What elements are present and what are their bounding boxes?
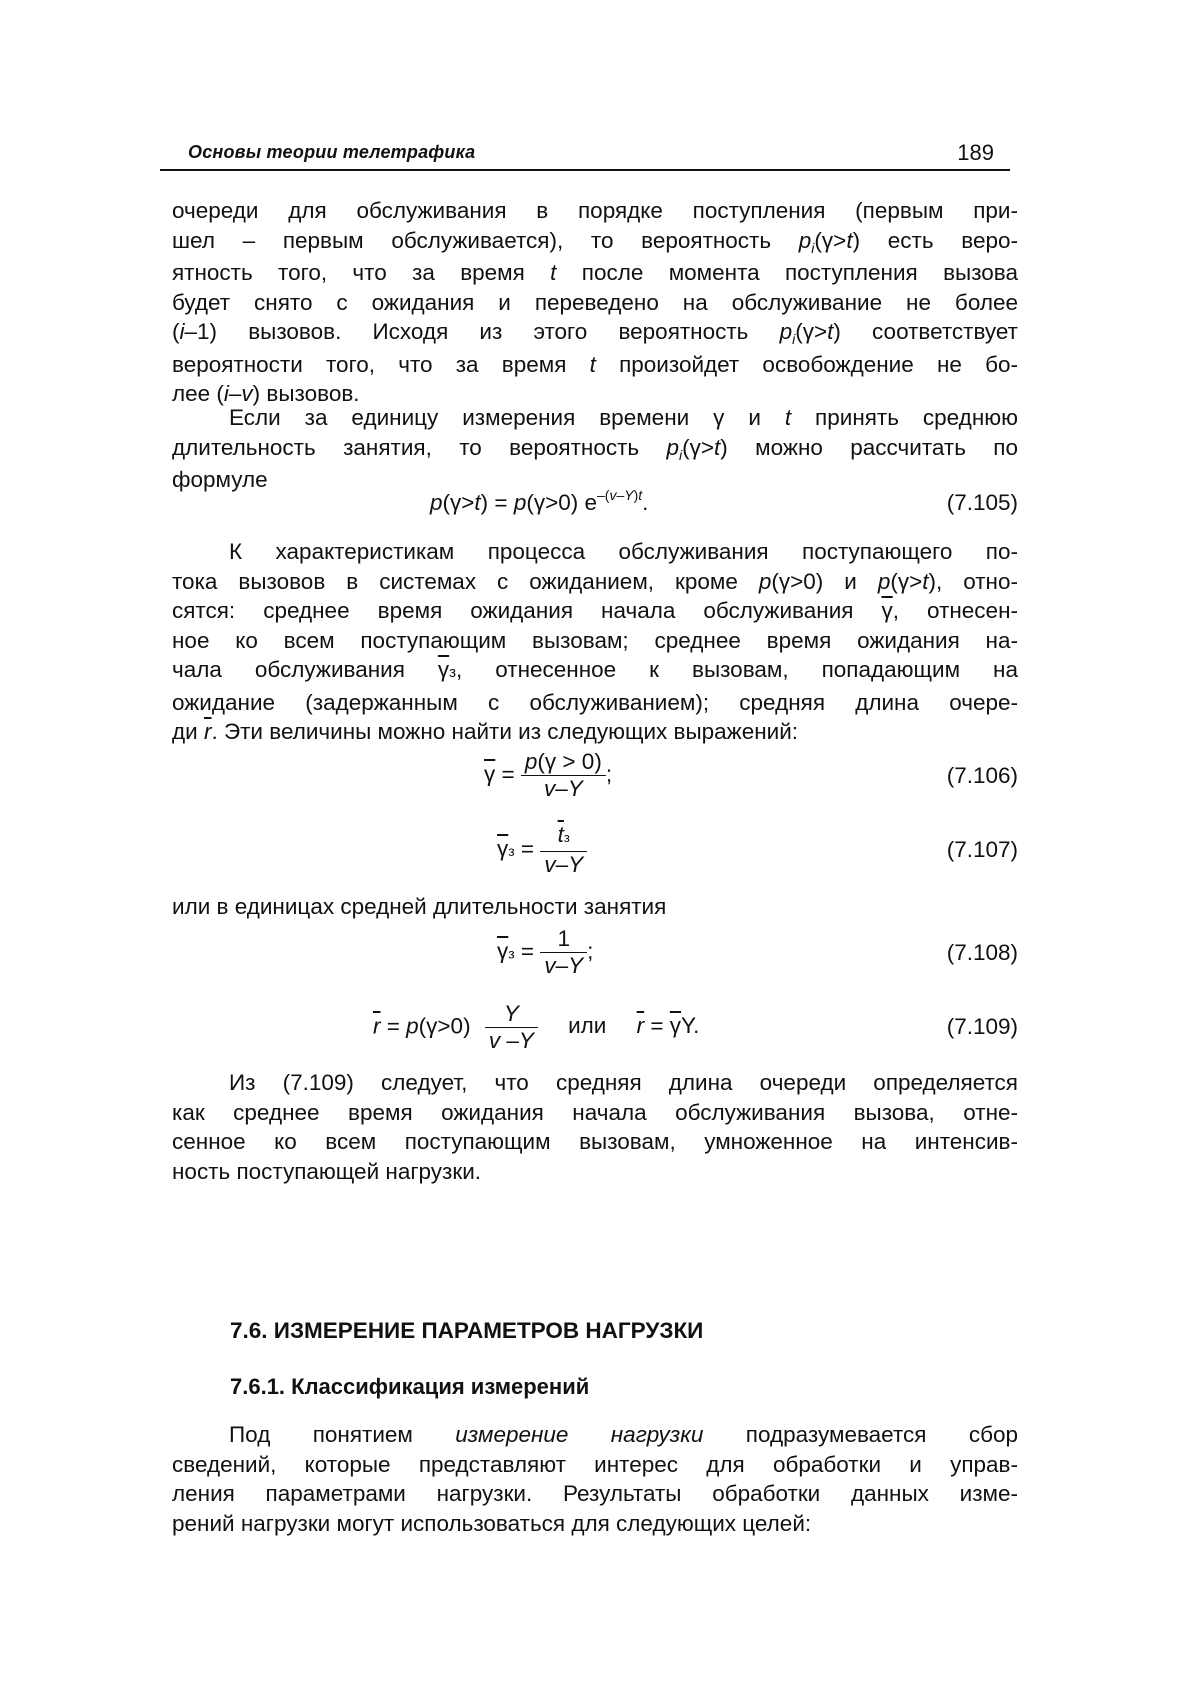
denominator: v–Y: [544, 953, 584, 978]
text-line: будет снято с ожидания и переведено на обслуживание не более: [172, 289, 1018, 315]
denominator: v –Y: [488, 1028, 534, 1053]
text-line: рений нагрузки могут использоваться для следующих целей:: [172, 1510, 812, 1536]
text-line: ное ко всем поступающим вызовам; среднее время ожидания на-: [172, 627, 1018, 653]
paragraph-5: [172, 1420, 1018, 1538]
equation-7-108: $\overline{\gamma}з$ = $\frac{1}{v-Y}$ ;: [497, 926, 594, 978]
paragraph-1: [172, 196, 1018, 409]
text-line: тока вызовов в системах с ожиданием, кроме p(γ>0) и p(γ>t), отно-: [172, 568, 1018, 594]
equation-7-105: p(γ>t) = p(γ>0) $e^{-(v-Y)t}$.: [430, 487, 649, 515]
equation-number: (7.105): [946, 490, 1018, 515]
paragraph-4: [172, 1068, 1018, 1186]
section-heading: 7.6. ИЗМЕРЕНИЕ ПАРАМЕТРОВ НАГРУЗКИ: [230, 1318, 704, 1343]
text-line: ятность того, что за время t после момента поступления вызова: [172, 260, 1018, 285]
text-line: К характеристикам процесса обслуживания поступающего по-: [229, 539, 1018, 564]
numerator: $\overline{t}з$: [540, 822, 587, 852]
text-line: сятся: среднее время ожидания начала обслуживания $\overline{\gamma}$, отнесен-: [172, 598, 1018, 623]
paragraph-3: [172, 537, 1018, 747]
text-line: сведений, которые представляют интерес для обработки и управ-: [172, 1451, 1018, 1477]
equation-7-106: $\overline{\gamma}$ = $\frac{p(\gamma > 0)}{v-Y}$ ;: [484, 749, 613, 801]
text-line: формуле: [172, 467, 268, 492]
text-line: Из (7.109) следует, что средняя длина очереди определяется: [229, 1070, 1018, 1095]
fraction: [540, 926, 587, 979]
text-line: ления параметрами нагрузки. Результаты обработки данных изме-: [172, 1481, 1018, 1506]
denominator: v–Y: [543, 776, 583, 801]
numerator: p(γ > 0): [521, 749, 606, 776]
equation-number: (7.109): [946, 1014, 1018, 1039]
text-line: как среднее время ожидания начала обслуживания вызова, отне-: [172, 1099, 1018, 1125]
equation-number: (7.108): [946, 940, 1018, 965]
fraction: [521, 749, 606, 802]
running-title: Основы теории телетрафика: [188, 142, 476, 162]
text-line: сенное ко всем поступающим вызовам, умноженное на интенсив-: [172, 1129, 1018, 1154]
equation-number: (7.107): [946, 837, 1018, 862]
text-line: Под понятием измерение нагрузки подразумевается сбор: [229, 1422, 1018, 1447]
header-rule: [160, 169, 1010, 171]
text-line: шел – первым обслуживается), то вероятность $p_i(\gamma>t)$ есть веро-: [172, 227, 1018, 256]
text-line: лее (i–v) вызовов.: [172, 381, 360, 406]
text-line: ность поступающей нагрузки.: [172, 1158, 482, 1184]
text-line: ожидание (задержанным с обслуживанием); средняя длина очере-: [172, 689, 1018, 715]
paragraph-between: [172, 892, 1018, 922]
fraction: [540, 822, 587, 878]
gamma-bar: $\overline{\gamma}$: [484, 761, 496, 787]
fraction: [485, 1001, 538, 1054]
text-line: чала обслуживания $\overline{\gamma}з$, отнесенное к вызовам, попадающим на: [172, 657, 1018, 682]
numerator: 1: [540, 926, 587, 953]
text-line: или в единицах средней длительности занятия: [172, 894, 667, 919]
text-line: длительность занятия, то вероятность $p_i(\gamma>t)$ можно рассчитать по: [172, 434, 1019, 463]
subsection-heading: 7.6.1. Классификация измерений: [230, 1374, 590, 1399]
equation-7-109: $\overline{r} = p(\gamma>0)$ $\frac{Y}{v -Y}$ или $\overline{r} = \overline{\gamma}Y$.: [373, 1001, 700, 1053]
page-number: 189: [957, 140, 994, 165]
text-line: Если за единицу измерения времени γ и t принять среднюю: [229, 405, 1018, 430]
running-header: [160, 130, 1010, 170]
text-line: очереди для обслуживания в порядке поступления (первым при-: [172, 198, 1018, 223]
paragraph-2: [172, 403, 1018, 495]
text-line: вероятности того, что за время t произойдет освобождение не бо-: [172, 351, 1018, 377]
numerator: Y: [485, 1001, 538, 1028]
equation-7-107: $\overline{\gamma}з$ = $\frac{\overline{t}з}{v-Y}$: [497, 822, 587, 878]
text-line: (i–1) вызовов. Исходя из этого вероятность $p_i(\gamma>t)$ соответствует: [172, 319, 1018, 347]
text-line: ди $\overline{r}$. Эти величины можно найти из следующих выражений:: [172, 719, 799, 744]
equation-number: (7.106): [946, 763, 1018, 788]
denominator: v–Y: [544, 852, 584, 877]
